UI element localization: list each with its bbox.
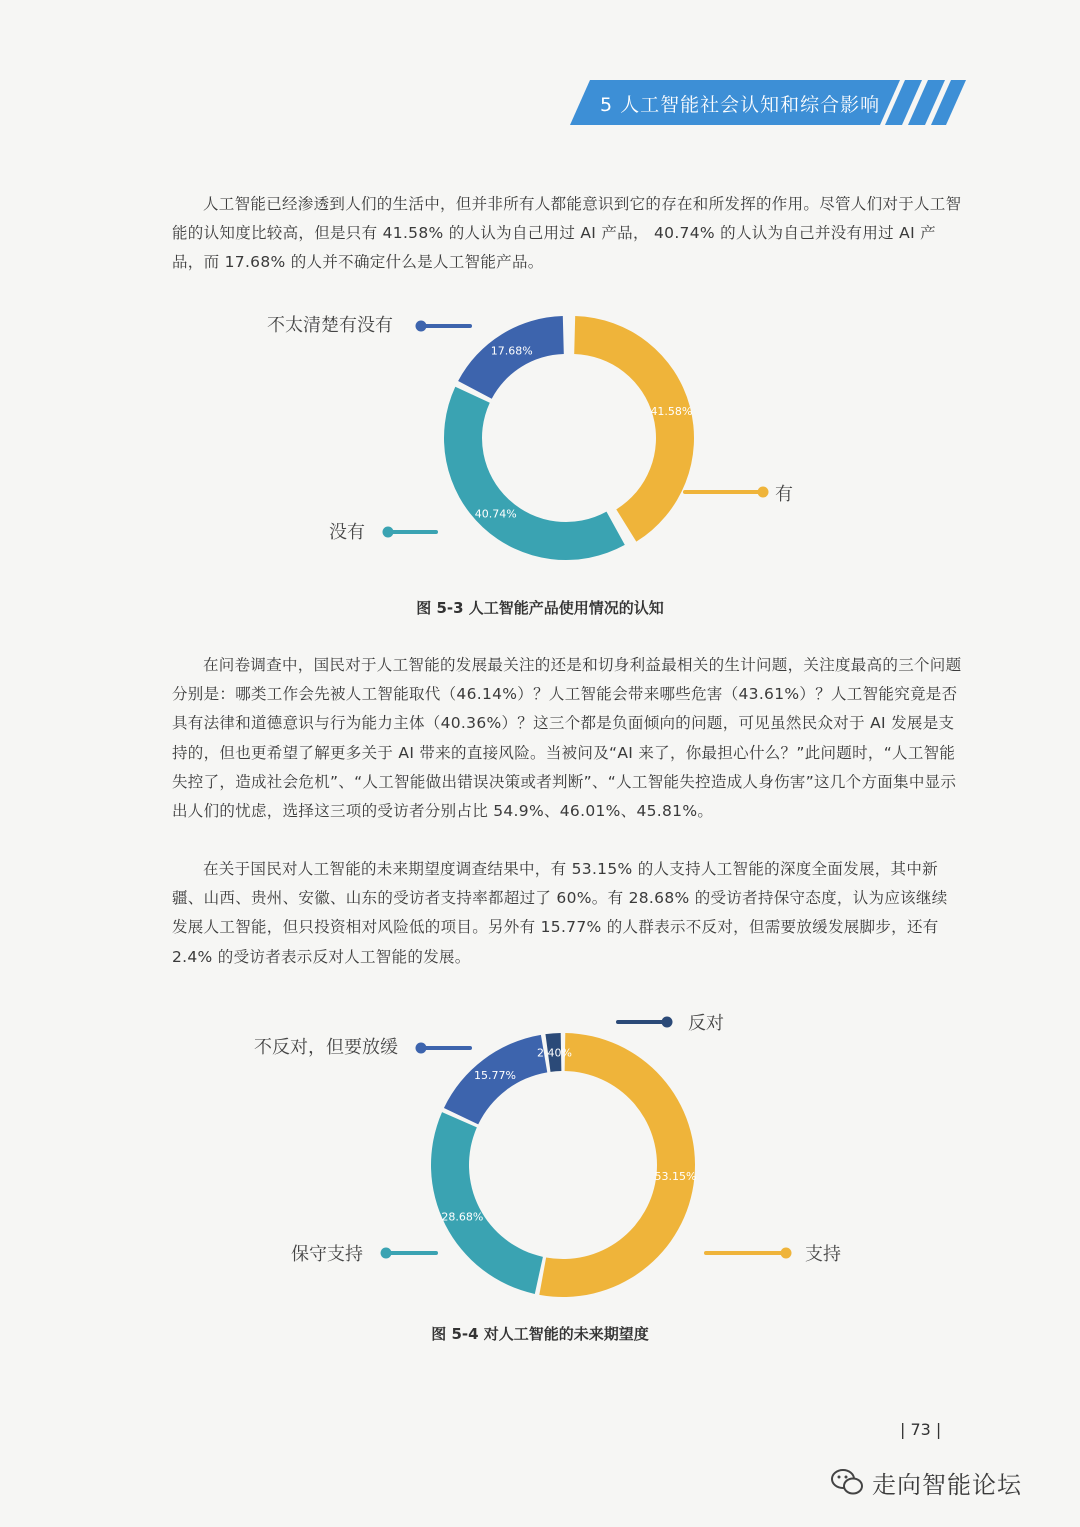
donut-chart-ai-product-usage <box>0 300 1080 570</box>
chapter-title: 5 人工智能社会认知和综合影响 <box>600 94 881 116</box>
slice-value-label: 2.40% <box>537 1046 572 1060</box>
leader-dot <box>416 1043 427 1054</box>
slice-value-label: 40.74% <box>474 507 517 521</box>
leader-dot <box>416 321 427 332</box>
slice-value-label: 41.58% <box>650 405 693 419</box>
donut-slice-2 <box>431 1112 543 1294</box>
leader-dot <box>758 487 769 498</box>
watermark-text: 走向智能论坛 <box>872 1470 1022 1499</box>
paragraph-2: 在问卷调查中，国民对于人工智能的发展最关注的还是和切身利益最相关的生计问题，关注度最高的三个问题分别是：哪类工作会先被人工智能取代（46.14%）？人工智能会带来哪些危害（43.61%）？人工智能究竟是否具有法律和道德意识与行为能力主体（40.36%）？这三个都是负面倾向的问题，可见虽然民众对于 AI 发展是支持的，但也更希望了解更多关于 AI 带来的直接风险。当被问及“AI 来了，你最担心什么？”此问题时，“人工智能失控了，造成社会危机”、“人工智能做出错误决策或者判断”、“人工智能失控造成人身伤害”这几个方面集中显示出人们的忧虑，选择这三项的受访者分别占比 54.9%、46.01%、45.81%。 <box>172 656 962 821</box>
donut-slice-2 <box>444 387 625 560</box>
category-label: 支持 <box>805 1244 841 1265</box>
slice-value-label: 53.15% <box>654 1170 697 1184</box>
category-label: 不太清楚有没有 <box>267 315 393 336</box>
paragraph-1: 人工智能已经渗透到人们的生活中，但并非所有人都能意识到它的存在和所发挥的作用。尽管人们对于人工智能的认知度比较高，但是只有 41.58% 的人认为自己用过 AI 产品， 40.74% 的人认为自己并没有用过 AI 产品，而 17.68% 的人并不确定什么是人工智能产品。 <box>172 195 962 272</box>
slice-value-label: 28.68% <box>441 1210 484 1224</box>
wechat-icon <box>830 1468 864 1496</box>
category-label: 有 <box>775 484 793 505</box>
donut-chart-ai-future-expectation <box>0 1000 1080 1300</box>
donut-slice-1 <box>539 1033 695 1297</box>
leader-dot <box>662 1017 673 1028</box>
figure-caption-5-4: 图 5-4 对人工智能的未来期望度 <box>431 1325 649 1343</box>
chart-2-svg <box>0 1000 1080 1300</box>
figure-caption-5-3: 图 5-3 人工智能产品使用情况的认知 <box>416 599 664 617</box>
leader-dot <box>781 1248 792 1259</box>
paragraph-3: 在关于国民对人工智能的未来期望度调查结果中，有 53.15% 的人支持人工智能的深度全面发展，其中新疆、山西、贵州、安徽、山东的受访者支持率都超过了 60%。有 28.68% 的受访者持保守态度，认为应该继续发展人工智能，但只投资相对风险低的项目。另外有 15.77% 的人群表示不反对，但需要放缓发展脚步，还有 2.4% 的受访者表示反对人工智能的发展。 <box>172 860 948 966</box>
leader-dot <box>381 1248 392 1259</box>
chapter-header-band <box>0 80 1080 130</box>
page-number: | 73 | <box>900 1420 942 1439</box>
donut-slice-1 <box>574 316 694 542</box>
slice-value-label: 17.68% <box>490 344 533 358</box>
category-label: 不反对，但要放缓 <box>254 1037 398 1058</box>
category-label: 没有 <box>329 522 365 543</box>
chapter-header-shape <box>0 80 1080 130</box>
watermark <box>830 1462 1022 1502</box>
category-label: 反对 <box>688 1013 724 1034</box>
slice-value-label: 15.77% <box>473 1068 516 1082</box>
leader-dot <box>383 527 394 538</box>
category-label: 保守支持 <box>291 1244 363 1265</box>
chart-1-svg <box>0 300 1080 570</box>
